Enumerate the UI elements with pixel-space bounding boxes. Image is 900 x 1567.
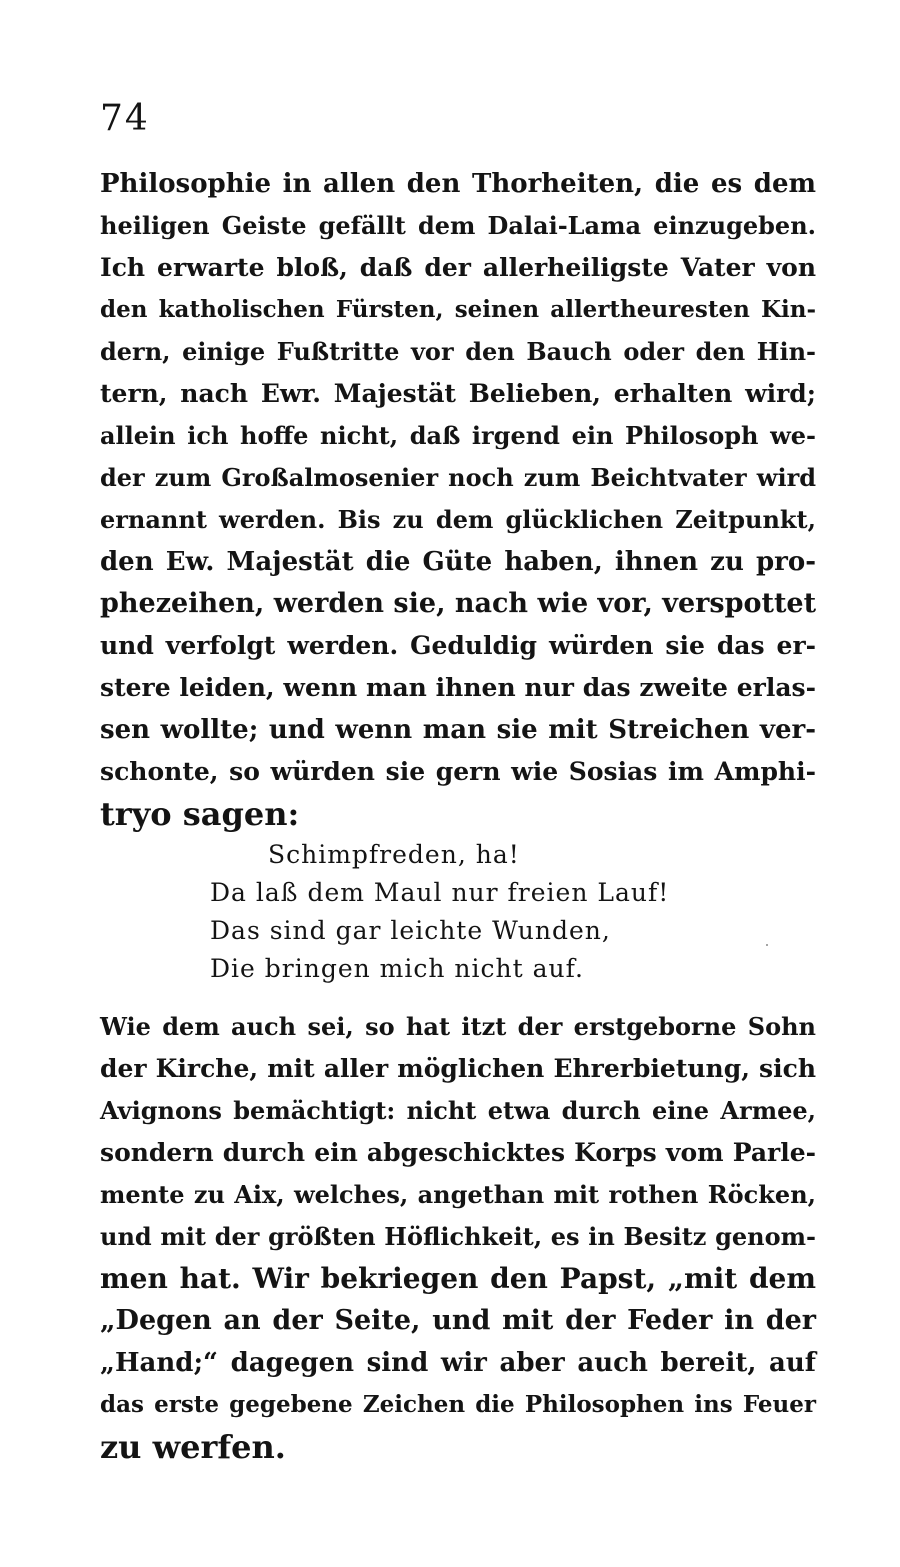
text-line: den Ew. Majestät die Güte haben, ihnen zu pro-: [100, 547, 816, 577]
text-line: Wie dem auch sei, so hat itzt der erstgeborne Sohn: [100, 1012, 816, 1041]
text-line: und mit der größten Höflichkeit, es in Besitz genom-: [100, 1222, 816, 1251]
verse-line: Da laß dem Maul nur freien Lauf!: [210, 878, 670, 907]
text-line: zu werfen.: [100, 1428, 286, 1466]
text-line: phezeihen, werden sie, nach wie vor, verspottet: [100, 588, 817, 619]
text-line: „Degen an der Seite, und mit der Feder in der: [100, 1305, 816, 1336]
verse-line: Schimpfreden, ha!: [268, 840, 520, 869]
text-line: sondern durch ein abgeschicktes Korps vom Parle-: [100, 1138, 816, 1167]
text-line: der Kirche, mit aller möglichen Ehrerbietung, sich: [100, 1054, 816, 1083]
text-line: Ich erwarte bloß, daß der allerheiligste Vater von: [100, 253, 816, 282]
paper-speck: [766, 944, 768, 946]
text-line: schonte, so würden sie gern wie Sosias im Amphi-: [100, 757, 816, 786]
text-line: den katholischen Fürsten, seinen allertheuresten Kin-: [100, 296, 816, 323]
text-line: und verfolgt werden. Geduldig würden sie das er-: [100, 631, 816, 660]
text-line: der zum Großalmosenier noch zum Beichtvater wird: [100, 463, 816, 492]
text-line: Avignons bemächtigt: nicht etwa durch eine Armee,: [100, 1096, 816, 1125]
verse-line: Das sind gar leichte Wunden,: [210, 916, 611, 945]
text-line: sen wollte; und wenn man sie mit Streichen ver-: [100, 715, 816, 745]
text-line: dern, einige Fußtritte vor den Bauch oder den Hin-: [100, 337, 816, 366]
text-line: stere leiden, wenn man ihnen nur das zweite erlas-: [100, 673, 816, 702]
text-line: allein ich hoffe nicht, daß irgend ein Philosoph we-: [100, 421, 816, 450]
text-line: tryo sagen:: [100, 795, 300, 833]
text-line: heiligen Geiste gefällt dem Dalai-Lama einzugeben.: [100, 211, 816, 240]
text-line: mente zu Aix, welches, angethan mit rothen Röcken,: [100, 1180, 816, 1209]
verse-line: Die bringen mich nicht auf.: [210, 954, 584, 983]
text-line: „Hand;“ dagegen sind wir aber auch bereit, auf: [100, 1348, 816, 1378]
text-line: Philosophie in allen den Thorheiten, die es dem: [100, 169, 816, 199]
text-line: men hat. Wir bekriegen den Papst, „mit dem: [100, 1262, 816, 1295]
text-line: das erste gegebene Zeichen die Philosophen ins Feuer: [100, 1391, 816, 1418]
page-number: 74: [100, 98, 150, 139]
text-line: tern, nach Ewr. Majestät Belieben, erhalten wird;: [100, 379, 816, 408]
text-line: ernannt werden. Bis zu dem glücklichen Zeitpunkt,: [100, 505, 816, 534]
